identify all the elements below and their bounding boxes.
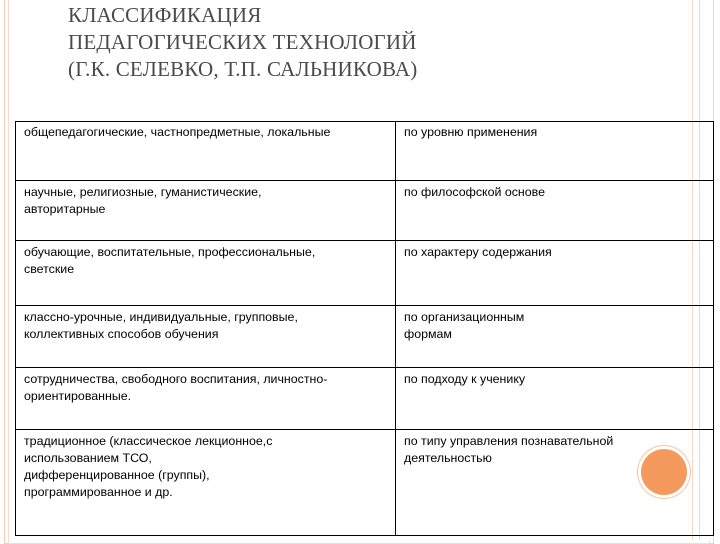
- table-row: [16, 122, 714, 181]
- classification-table: [15, 121, 714, 536]
- cell-line: научные, религиозные, гуманистические,: [24, 185, 262, 199]
- cell-line: ориентированные.: [24, 389, 132, 403]
- cell-line: авторитарные: [24, 202, 106, 216]
- title-line-2: ПЕДАГОГИЧЕСКИХ ТЕХНОЛОГИЙ: [68, 30, 417, 54]
- types-cell: [16, 181, 396, 241]
- decorative-circle: [641, 449, 687, 495]
- criterion-cell: [396, 241, 714, 306]
- table-row: [16, 241, 714, 306]
- cell-line: программированное и др.: [24, 485, 173, 499]
- cell-line: по уровню применения: [404, 125, 538, 139]
- cell-line: по философской основе: [404, 185, 546, 199]
- cell-line: коллективных способов обучения: [24, 327, 219, 341]
- cell-line: традиционное (классическое лекционное,с: [24, 434, 273, 448]
- criterion-cell: [396, 122, 714, 181]
- cell-line: классно-урочные, индивидуальные, групповые,: [24, 310, 298, 324]
- table-row: [16, 181, 714, 241]
- slide-title: [68, 2, 668, 83]
- types-cell: [16, 306, 396, 368]
- criterion-cell: [396, 306, 714, 368]
- cell-line: по характеру содержания: [404, 245, 552, 259]
- cell-line: дифференцированное (группы),: [24, 468, 210, 482]
- cell-line: общепедагогические, частнопредметные, локальные: [24, 125, 331, 139]
- table-row: [16, 368, 714, 430]
- cell-line: обучающие, воспитательные, профессиональные,: [24, 245, 316, 259]
- cell-line: светские: [24, 262, 75, 276]
- types-cell: [16, 368, 396, 430]
- title-line-3: (Г.К. СЕЛЕВКО, Т.П. САЛЬНИКОВА): [68, 57, 418, 81]
- criterion-cell: [396, 368, 714, 430]
- cell-line: формам: [404, 327, 452, 341]
- cell-line: по организационным: [404, 310, 525, 324]
- cell-line: по подходу к ученику: [404, 372, 526, 386]
- cell-line: сотрудничества, свободного воспитания, личностно-: [24, 372, 328, 386]
- title-line-1: КЛАССИФИКАЦИЯ: [68, 3, 262, 27]
- table-row: [16, 430, 714, 536]
- cell-line: использованием ТСО,: [24, 451, 152, 465]
- table-row: [16, 306, 714, 368]
- criterion-cell: [396, 181, 714, 241]
- types-cell: [16, 122, 396, 181]
- cell-line: деятельностью: [404, 451, 492, 465]
- types-cell: [16, 430, 396, 536]
- cell-line: по типу управления познавательной: [404, 434, 614, 448]
- types-cell: [16, 241, 396, 306]
